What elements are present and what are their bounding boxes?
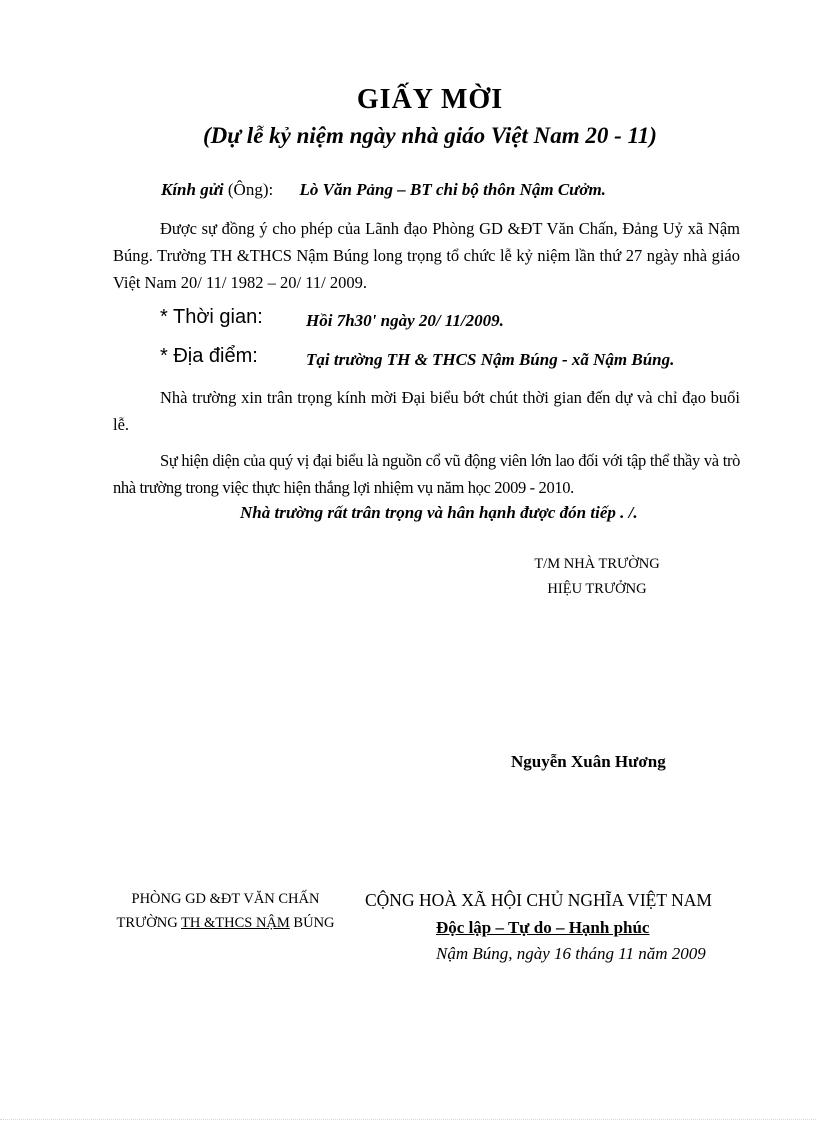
paragraph-intro: Được sự đồng ý cho phép của Lãnh đạo Phòng GD &ĐT Văn Chấn, Đảng Uỷ xã Nậm Búng. Trường TH &THCS Nậm Búng long trọng tổ chức lễ kỷ niệm lần thứ 27 ngày nhà giáo Việt Nam 20/ 11/ 1982 – 20/ 11/ 2009. xyxy=(113,219,740,292)
paragraph-presence: Sự hiện diện của quý vị đại biểu là nguồn cổ vũ động viên lớn lao đối với tập thể thầy và trò nhà trường trong việc thực hiện thắng lợi nhiệm vụ năm học 2009 - 2010. xyxy=(113,451,740,497)
issuer-school-suffix: BÚNG xyxy=(289,915,335,931)
place-date: Nậm Búng, ngày 16 tháng 11 năm 2009 xyxy=(436,944,706,963)
signer-name: Nguyễn Xuân Hương xyxy=(511,752,666,771)
place-value: Tại trường TH & THCS Nậm Búng - xã Nậm Búng. xyxy=(306,350,675,369)
issuer-department: PHÒNG GD &ĐT VĂN CHẤN xyxy=(131,891,320,907)
signature-position: T/M NHÀ TRƯỜNG xyxy=(534,556,660,572)
recipient-name: Lò Văn Pảng – BT chi bộ thôn Nậm Cưởm. xyxy=(299,180,606,199)
time-label: * Thời gian: xyxy=(160,306,263,328)
recipient-label: Kính gửi xyxy=(161,180,224,199)
page-bottom-divider xyxy=(0,1119,816,1120)
closing-line: Nhà trường rất trân trọng và hân hạnh được đón tiếp . /. xyxy=(240,503,638,522)
issuer-school-underlined: TH &THCS NẬM xyxy=(181,915,290,931)
recipient-title: (Ông): xyxy=(223,180,274,199)
recipient-line xyxy=(161,180,606,200)
time-value: Hồi 7h30' ngày 20/ 11/2009. xyxy=(306,311,504,330)
document-subtitle: (Dự lễ kỷ niệm ngày nhà giáo Việt Nam 20 - 11) xyxy=(203,123,657,148)
issuer-school xyxy=(103,915,348,932)
nation-heading: CỘNG HOÀ XÃ HỘI CHỦ NGHĨA VIỆT NAM xyxy=(365,890,712,910)
paragraph-invitation: Nhà trường xin trân trọng kính mời Đại biểu bớt chút thời gian đến dự và chỉ đạo buổi lễ. xyxy=(113,388,740,434)
document-title: GIẤY MỜI xyxy=(356,84,504,115)
time-row xyxy=(160,306,263,329)
place-label: * Địa điểm: xyxy=(160,345,258,367)
signature-title: HIỆU TRƯỞNG xyxy=(547,581,647,597)
issuer-school-prefix: TRƯỜNG xyxy=(116,915,182,931)
place-row xyxy=(160,345,258,368)
national-motto: Độc lập – Tự do – Hạnh phúc xyxy=(436,918,650,937)
